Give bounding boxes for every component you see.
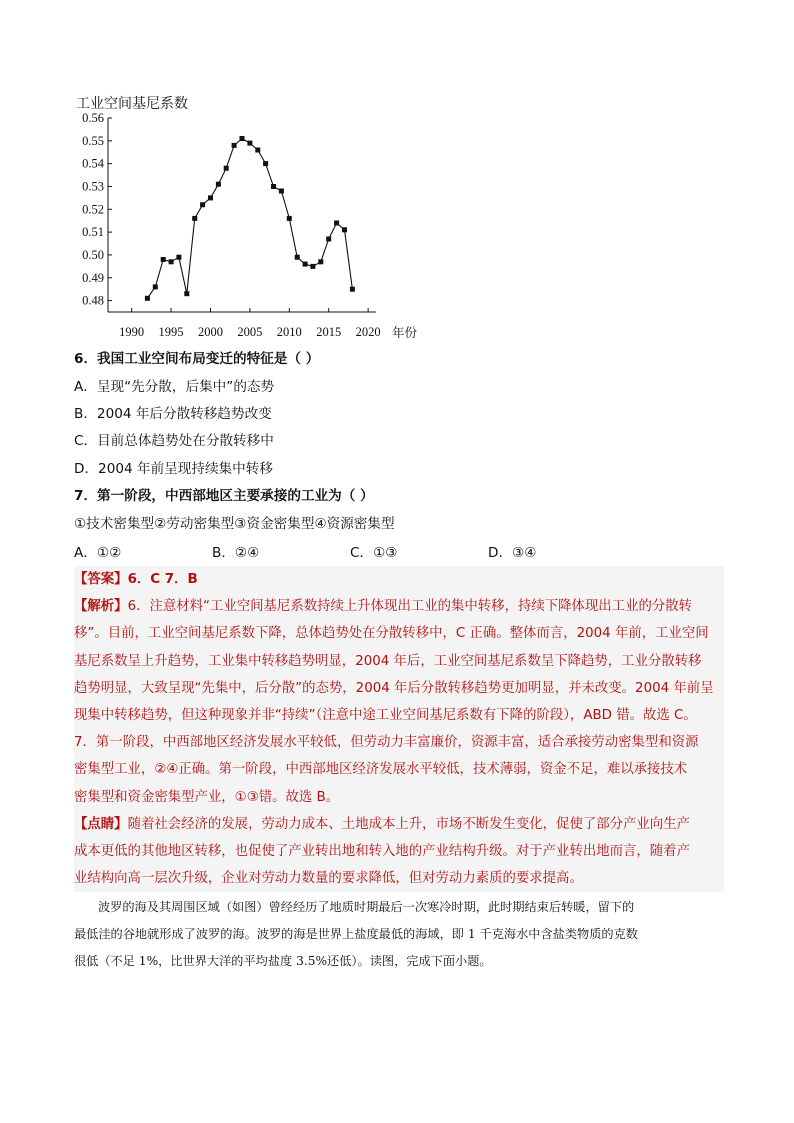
q6-stem: 6．我国工业空间布局变迁的特征是（ ） bbox=[74, 351, 320, 367]
q6-option-a: A．呈现“先分散，后集中”的态势 bbox=[74, 379, 275, 395]
answer-text: 6．C 7．B bbox=[127, 572, 198, 587]
data-point bbox=[232, 143, 237, 148]
data-point bbox=[279, 189, 284, 194]
data-point bbox=[176, 255, 181, 260]
data-point bbox=[145, 296, 150, 301]
passage-line-2: 最低洼的谷地就形成了波罗的海。波罗的海是世界上盐度最低的海域，即 1 千克海水中含盐类物质的克数 bbox=[74, 927, 638, 941]
data-point bbox=[263, 161, 268, 166]
data-point bbox=[255, 148, 260, 153]
analysis-text-1: 6．注意材料“工业空间基尼系数持续上升体现出工业的集中转移，持续下降体现出工业的分散转 bbox=[127, 599, 693, 615]
y-tick-label: 0.49 bbox=[82, 270, 104, 285]
data-point bbox=[224, 166, 229, 171]
y-tick-label: 0.48 bbox=[82, 293, 104, 308]
q7-option-c: C．①③ bbox=[350, 545, 398, 561]
chart-axes bbox=[108, 118, 376, 312]
analysis-line-2: 移”。目前，工业空间基尼系数下降，总体趋势处在分散转移中，C 正确。整体而言，2004 年前，工业空间 bbox=[74, 626, 709, 642]
comment-line-2: 成本更低的其他地区转移，也促使了产业转出地和转入地的产业结构升级。对于产业转出地而言，随着产 bbox=[74, 844, 690, 860]
y-tick-label: 0.54 bbox=[82, 156, 104, 171]
comment-line-1 bbox=[74, 811, 724, 838]
x-tick-label: 2005 bbox=[237, 325, 263, 339]
data-point bbox=[295, 255, 300, 260]
comment-text-1: 随着社会经济的发展，劳动力成本、土地成本上升，市场不断发生变化，促使了部分产业向生产 bbox=[127, 816, 690, 832]
data-point bbox=[153, 284, 158, 289]
data-point bbox=[326, 237, 331, 242]
y-tick-label: 0.55 bbox=[82, 133, 104, 148]
data-point bbox=[208, 195, 213, 200]
comment-line-3: 业结构向高一层次升级，企业对劳动力数量的要求降低，但对劳动力素质的要求提高。 bbox=[74, 871, 583, 887]
data-point bbox=[169, 259, 174, 264]
data-point bbox=[192, 216, 197, 221]
analysis-tag: 【解析】 bbox=[74, 599, 128, 615]
data-point bbox=[240, 136, 245, 141]
q6-option-b: B．2004 年后分散转移趋势改变 bbox=[74, 406, 272, 422]
analysis-line-1 bbox=[74, 593, 724, 620]
x-tick-labels bbox=[119, 308, 380, 339]
y-tick-label: 0.52 bbox=[82, 202, 104, 217]
gini-line-chart bbox=[70, 92, 430, 342]
analysis-line-8: 密集型和资金密集型产业，①③错。故选 B。 bbox=[74, 789, 340, 805]
data-point bbox=[334, 221, 339, 226]
x-tick-label: 2015 bbox=[316, 325, 342, 339]
data-point bbox=[303, 262, 308, 267]
y-tick-label: 0.50 bbox=[82, 247, 104, 262]
q7-items: ①技术密集型②劳动密集型③资金密集型④资源密集型 bbox=[74, 516, 395, 532]
analysis-line-7: 密集型工业，②④正确。第一阶段，中西部地区经济发展水平较低，技术薄弱，资金不足，难以承接技术 bbox=[74, 762, 688, 778]
analysis-line-4: 趋势明显，大致呈现“先集中，后分散”的态势，2004 年后分散转移趋势更加明显，并未改变。2004 年前呈 bbox=[74, 680, 714, 696]
analysis-line-6: 7．第一阶段，中西部地区经济发展水平较低，但劳动力丰富廉价，资源丰富，适合承接劳动密集型和资源 bbox=[74, 735, 699, 751]
q6-option-d: D．2004 年前呈现持续集中转移 bbox=[74, 461, 273, 477]
q7-option-d: D．③④ bbox=[488, 545, 537, 561]
data-point bbox=[271, 184, 276, 189]
q7-stem: 7．第一阶段，中西部地区主要承接的工业为（ ） bbox=[74, 488, 374, 504]
x-tick-label: 1995 bbox=[158, 325, 184, 339]
data-point bbox=[342, 227, 347, 232]
passage-line-3: 很低（不足 1%，比世界大洋的平均盐度 3.5%还低）。读图，完成下面小题。 bbox=[74, 954, 492, 968]
q6-option-c: C．目前总体趋势处在分散转移中 bbox=[74, 433, 274, 449]
y-axis-title: 工业空间基尼系数 bbox=[76, 96, 188, 112]
comment-tag: 【点睛】 bbox=[74, 816, 128, 832]
x-tick-label: 2000 bbox=[197, 325, 223, 339]
data-point bbox=[161, 257, 166, 262]
data-point bbox=[247, 141, 252, 146]
passage-line-1: 波罗的海及其周围区域（如图）曾经经历了地质时期最后一次寒冷时期，此时期结束后转暖，留下的 bbox=[98, 900, 635, 914]
x-tick-label: 1990 bbox=[119, 325, 145, 339]
q7-option-a: A．①② bbox=[74, 545, 122, 561]
data-point bbox=[184, 291, 189, 296]
series-line bbox=[147, 139, 352, 299]
data-point bbox=[310, 264, 315, 269]
answer-analysis-block bbox=[74, 566, 724, 892]
answer-line bbox=[74, 566, 724, 593]
reading-passage bbox=[74, 894, 724, 975]
data-point bbox=[216, 182, 221, 187]
y-tick-label: 0.53 bbox=[82, 179, 104, 194]
x-axis-unit: 年份 bbox=[392, 326, 418, 340]
x-tick-label: 2020 bbox=[355, 325, 381, 339]
data-point bbox=[200, 202, 205, 207]
y-tick-label: 0.56 bbox=[82, 111, 104, 125]
y-tick-label: 0.51 bbox=[82, 225, 104, 240]
x-tick-label: 2010 bbox=[276, 325, 302, 339]
q7-option-b: B．②④ bbox=[212, 545, 260, 561]
series-points bbox=[145, 136, 355, 301]
analysis-line-3: 基尼系数呈上升趋势，工业集中转移趋势明显，2004 年后，工业空间基尼系数呈下降趋势，工业分散转移 bbox=[74, 653, 702, 669]
data-point bbox=[350, 287, 355, 292]
data-point bbox=[287, 216, 292, 221]
analysis-line-5: 现集中转移趋势，但这种现象并非“持续”（注意中途工业空间基尼系数有下降的阶段），ABD 错。故选 C。 bbox=[74, 708, 697, 724]
data-point bbox=[318, 259, 323, 264]
answer-tag: 【答案】 bbox=[74, 572, 128, 587]
